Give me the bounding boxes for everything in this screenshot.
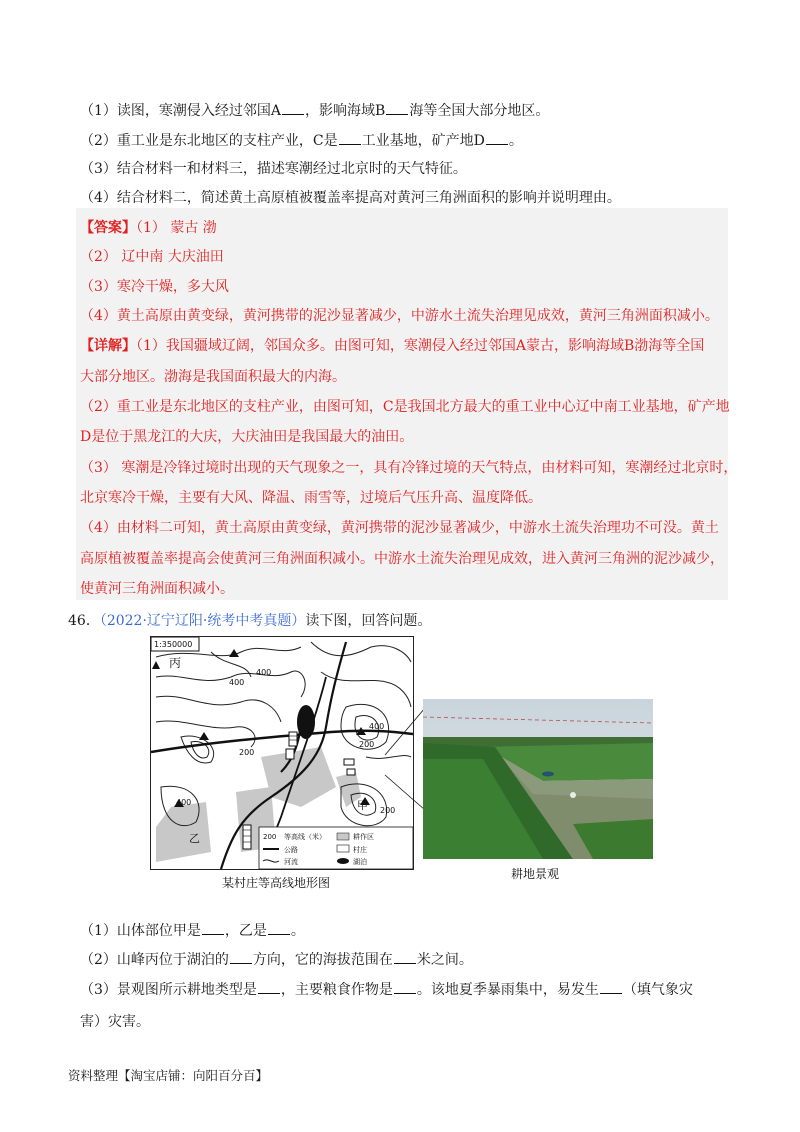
answer-4: （4）黄土高原由黄变绿，黄河携带的泥沙显著减少，中游水土流失治理见成效，黄河三角洲面积减小。	[80, 308, 719, 324]
farmland-photo	[423, 699, 653, 859]
contour-label: 400	[176, 798, 192, 807]
question-46-header: 46．（2022·辽宁辽阳·统考中考真题）读下图，回答问题。	[68, 613, 432, 629]
detail-4: （4）由材料二可知，黄土高原由黄变绿，黄河携带的泥沙显著减少，中游水土流失治理功不可没。黄土	[80, 520, 719, 536]
legend-farmland: 耕作区	[353, 833, 374, 841]
contour-label: 200	[359, 740, 375, 749]
detail-1: 【详解】（1）我国疆域辽阔，邻国众多。由图可知，寒潮侵入经过邻国A蒙古，影响海域B渤海等全国	[80, 338, 705, 354]
map-caption: 某村庄等高线地形图	[222, 876, 331, 890]
contour-label: 400	[369, 722, 385, 731]
legend-contour: 等高线（米）	[284, 833, 326, 841]
contour-label: 200	[239, 748, 255, 757]
q46-sub1: （1）山体部位甲是 ，乙是 。	[80, 923, 305, 939]
detail-4-cont2: 使黄河三角洲面积减小。	[80, 581, 234, 597]
question-3: （3）结合材料一和材料三，描述寒潮经过北京时的天气特征。	[80, 161, 467, 177]
q46-sub3-cont: 害）灾害。	[80, 1014, 150, 1030]
detail-2: （2）重工业是东北地区的支柱产业，由图可知，C是我国北方最大的重工业中心辽中南工业基地，矿产地	[80, 399, 730, 415]
contour-map	[150, 636, 414, 870]
detail-2-cont: D是位于黑龙江的大庆，大庆油田是我国最大的油田。	[80, 429, 414, 445]
question-4: （4）结合材料二，简述黄土高原植被覆盖率提高对黄河三角洲面积的影响并说明理由。	[80, 190, 621, 206]
question-2: （2）重工业是东北地区的支柱产业，C是 工业基地，矿产地D 。	[80, 133, 523, 149]
answer-2: （2） 辽中南 大庆油田	[80, 249, 224, 265]
map-scale: 1:350000	[154, 640, 193, 649]
question-1: （1）读图，寒潮侵入经过邻国A ，影响海域B 海等全国大部分地区。	[80, 103, 550, 119]
legend-contour-value: 200	[263, 833, 277, 841]
contour-label: 200	[380, 806, 396, 815]
detail-3: （3） 寒潮是冷锋过境时出现的天气现象之一，具有冷锋过境的天气特点，由材料可知，寒潮经过北京时，	[80, 460, 738, 476]
footer-note: 资料整理【淘宝店铺：向阳百分百】	[68, 1068, 269, 1083]
label-yi: 乙	[189, 832, 200, 845]
answer-3: （3）寒冷干燥，多大风	[80, 279, 229, 295]
label-jia: 甲	[357, 799, 368, 812]
contour-label: 400	[229, 678, 245, 687]
detail-1-cont: 大部分地区。渤海是我国面积最大的内海。	[80, 369, 346, 385]
detail-4-cont: 高原植被覆盖率提高会使黄河三角洲面积减小。中游水土流失治理见成效，进入黄河三角洲的泥沙减少，	[80, 551, 724, 567]
contour-label: 400	[256, 668, 272, 677]
legend-lake: 湖泊	[353, 858, 367, 866]
answer-1: 【答案】（1） 蒙古 渤	[80, 220, 217, 236]
q46-sub2: （2）山峰丙位于湖泊的 方向，它的海拔范围在 米之间。	[80, 952, 473, 968]
photo-caption: 耕地景观	[511, 867, 560, 881]
legend-village: 村庄	[353, 846, 367, 854]
detail-3-cont: 北京寒冷干燥，主要有大风、降温、雨雪等，过境后气压升高、温度降低。	[80, 490, 542, 506]
label-bing: 丙	[169, 656, 182, 670]
legend-road: 公路	[284, 846, 298, 854]
q46-sub3: （3）景观图所示耕地类型是 ，主要粮食作物是 。该地夏季暴雨集中，易发生 （填气象灾	[80, 982, 693, 998]
legend-river: 河流	[284, 858, 298, 866]
